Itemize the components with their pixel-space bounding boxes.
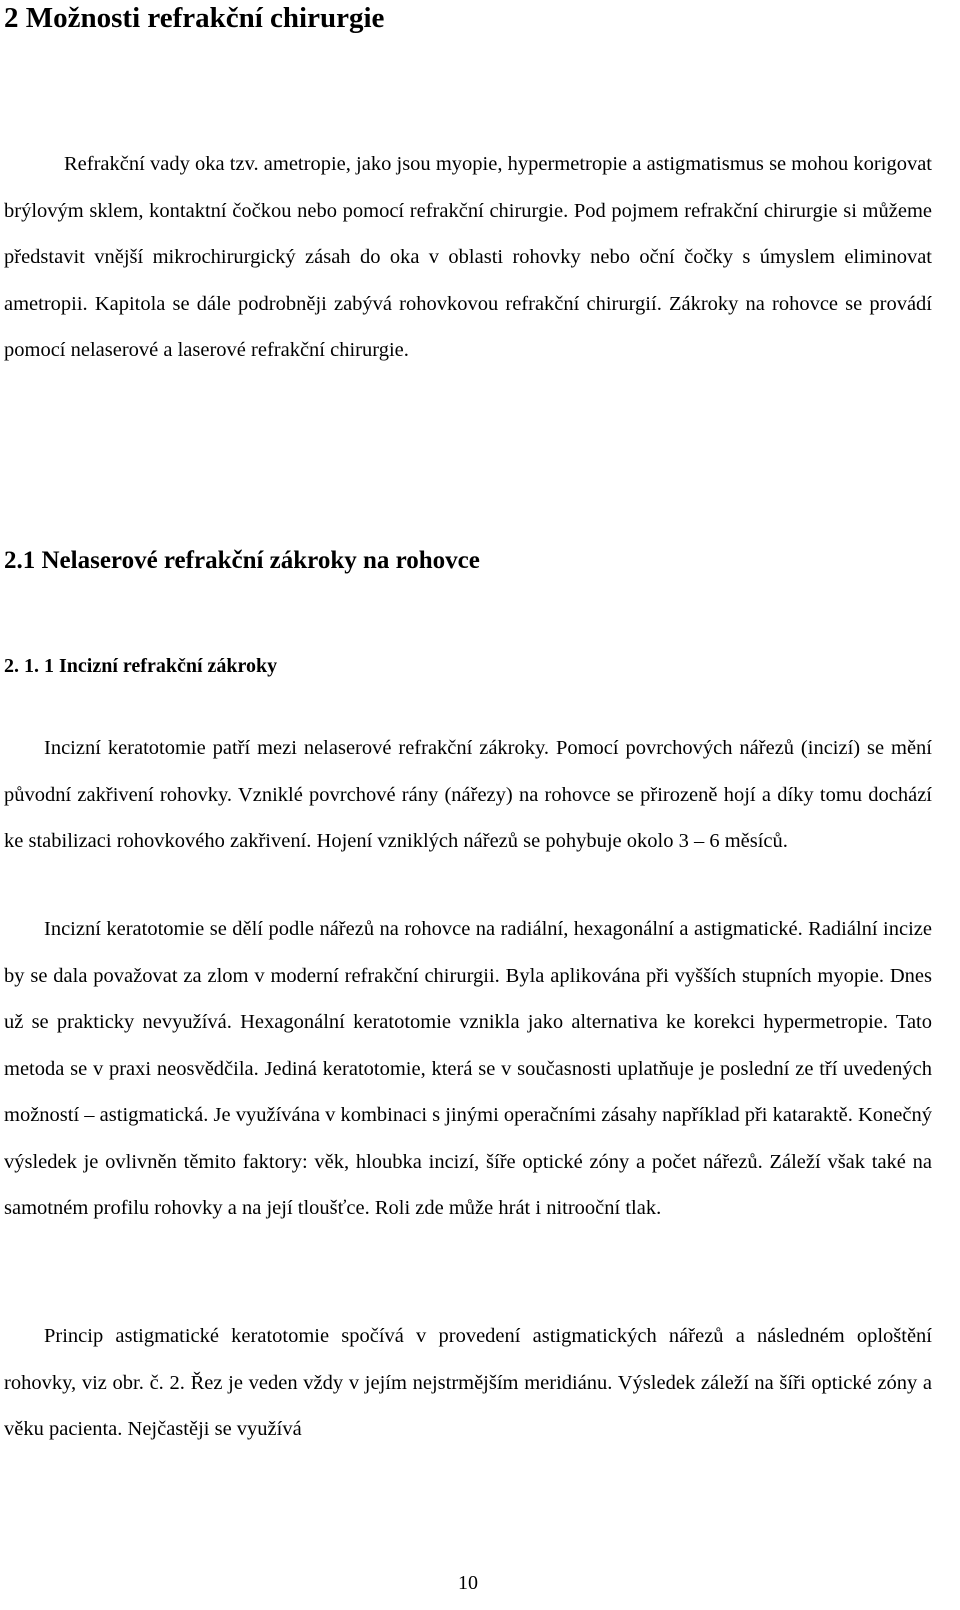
body-paragraph-3: Princip astigmatické keratotomie spočívá v provedení astigmatických nářezů a následném oploštění rohovky, viz obr. č. 2. Řez je veden vždy v jejím nejstrmějším meridiánu. Výsledek záleží na šíři optické zóny a věku pacienta. Nejčastěji se využívá <box>4 1325 932 1440</box>
intro-paragraph: Refrakční vady oka tzv. ametropie, jako jsou myopie, hypermetropie a astigmatismus se mohou korigovat brýlovým sklem, kontaktní čočkou nebo pomocí refrakční chirurgie. Pod pojmem refrakční chirurgie si můžeme představit vnější mikrochirurgický zásah do oka v oblasti rohovky nebo oční čočky s úmyslem eliminovat ametropii. Kapitola se dále podrobněji zabývá rohovkovou refrakční chirurgií. Zákroky na rohovce se provádí pomocí nelaserové a laserové refrakční chirurgie. <box>4 153 932 361</box>
section-heading: 2.1 Nelaserové refrakční zákroky na rohovce <box>4 547 480 574</box>
chapter-heading: 2 Možnosti refrakční chirurgie <box>4 2 385 34</box>
page-number: 10 <box>458 1572 478 1594</box>
body-paragraph-2: Incizní keratotomie se dělí podle nářezů na rohovce na radiální, hexagonální a astigmatické. Radiální incize by se dala považovat za zlom v moderní refrakční chirurgii. Byla aplikována při vyšších stupních myopie. Dnes už se prakticky nevyužívá. Hexagonální keratotomie vznikla jako alternativa ke korekci hypermetropie. Tato metoda se v praxi neosvědčila. Jediná keratotomie, která se v současnosti uplatňuje je poslední ze tří uvedených možností – astigmatická. Je využívána v kombinaci s jinými operačními zásahy například při kataraktě. Konečný výsledek je ovlivněn těmito faktory: věk, hloubka incizí, šíře optické zóny a počet nářezů. Záleží však také na samotném profilu rohovky a na její tloušťce. Roli zde může hrát i nitrooční tlak. <box>4 918 932 1219</box>
subsection-heading: 2. 1. 1 Incizní refrakční zákroky <box>4 655 278 677</box>
body-paragraph-1: Incizní keratotomie patří mezi nelaserové refrakční zákroky. Pomocí povrchových nářezů (incizí) se mění původní zakřivení rohovky. Vzniklé povrchové rány (nářezy) na rohovce se přirozeně hojí a díky tomu dochází ke stabilizaci rohovkového zakřivení. Hojení vzniklých nářezů se pohybuje okolo 3 – 6 měsíců. <box>4 737 932 852</box>
